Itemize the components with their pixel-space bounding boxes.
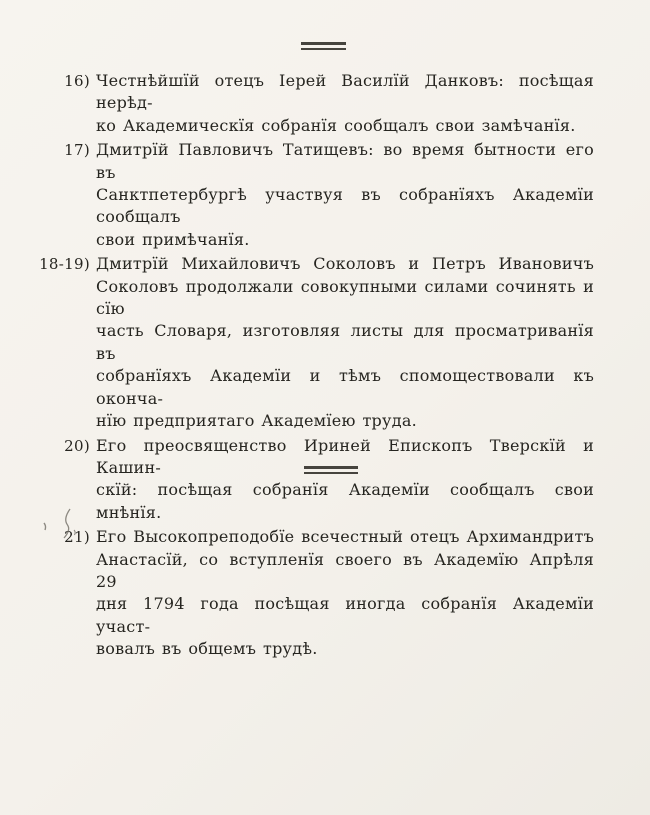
- text-line: часть Словаря, изготовляя листы для просматриванїя въ: [96, 321, 594, 363]
- text-line: Его преосвященство Ириней Епископъ Тверскїй и Кашин-: [96, 435, 594, 477]
- item-number: 16): [64, 72, 90, 90]
- item-number: 18-19): [39, 255, 90, 274]
- text-line: собранїяхъ Академїи и тѣмъ спомоществовали къ оконча-: [96, 366, 594, 408]
- text-line: Санктпетербургѣ участвуя въ собранїяхъ Академїи сообщалъ: [96, 185, 594, 227]
- list-item: [38, 70, 594, 137]
- text-line: ко Академическїя собранїя сообщалъ свои замѣчанїя.: [96, 115, 576, 135]
- text-line: Анастасїй, со вступленїя своего въ Академїю Апрѣля 29: [96, 549, 594, 591]
- section-divider-top: [301, 42, 346, 50]
- text-line: Его Высокопреподобїе всечестный отецъ Архимандритъ: [96, 527, 594, 547]
- text-line: вовалъ въ общемъ трудѣ.: [96, 639, 318, 659]
- item-text: [96, 139, 594, 251]
- item-text: [96, 70, 594, 137]
- list-item: [38, 435, 594, 525]
- list-item: [38, 253, 594, 432]
- text-line: Дмитрїй Павловичъ Татищевъ: во время бытности его въ: [96, 140, 594, 182]
- item-text: [96, 526, 594, 660]
- text-line: дня 1794 года посѣщая иногда собранїя Академїи участ-: [96, 594, 594, 636]
- item-text: [96, 253, 594, 432]
- text-line: Соколовъ продолжали совокупными силами сочинять и сїю: [96, 276, 594, 319]
- text-line: Честнѣйшїй отецъ Іерей Василїй Данковъ: посѣщая нерѣд-: [96, 71, 594, 113]
- list-item: [38, 526, 594, 660]
- section-divider-bottom: [304, 466, 358, 474]
- text-line: нїю предприятаго Академїею труда.: [96, 411, 417, 431]
- item-number: 17): [64, 141, 90, 160]
- list-item: [38, 139, 594, 251]
- item-number: 21): [64, 528, 90, 547]
- text-line: свои примѣчанїя.: [96, 229, 250, 249]
- text-line: скїй: посѣщая собранїя Академїи сообщалъ свои мнѣнїя.: [96, 480, 594, 522]
- item-text: [96, 435, 594, 525]
- text-block: [38, 70, 594, 663]
- text-line: Дмитрїй Михайловичъ Соколовъ и Петръ Ивановичъ: [96, 254, 594, 274]
- item-number: 20): [64, 436, 90, 455]
- ink-mark: [38, 506, 88, 542]
